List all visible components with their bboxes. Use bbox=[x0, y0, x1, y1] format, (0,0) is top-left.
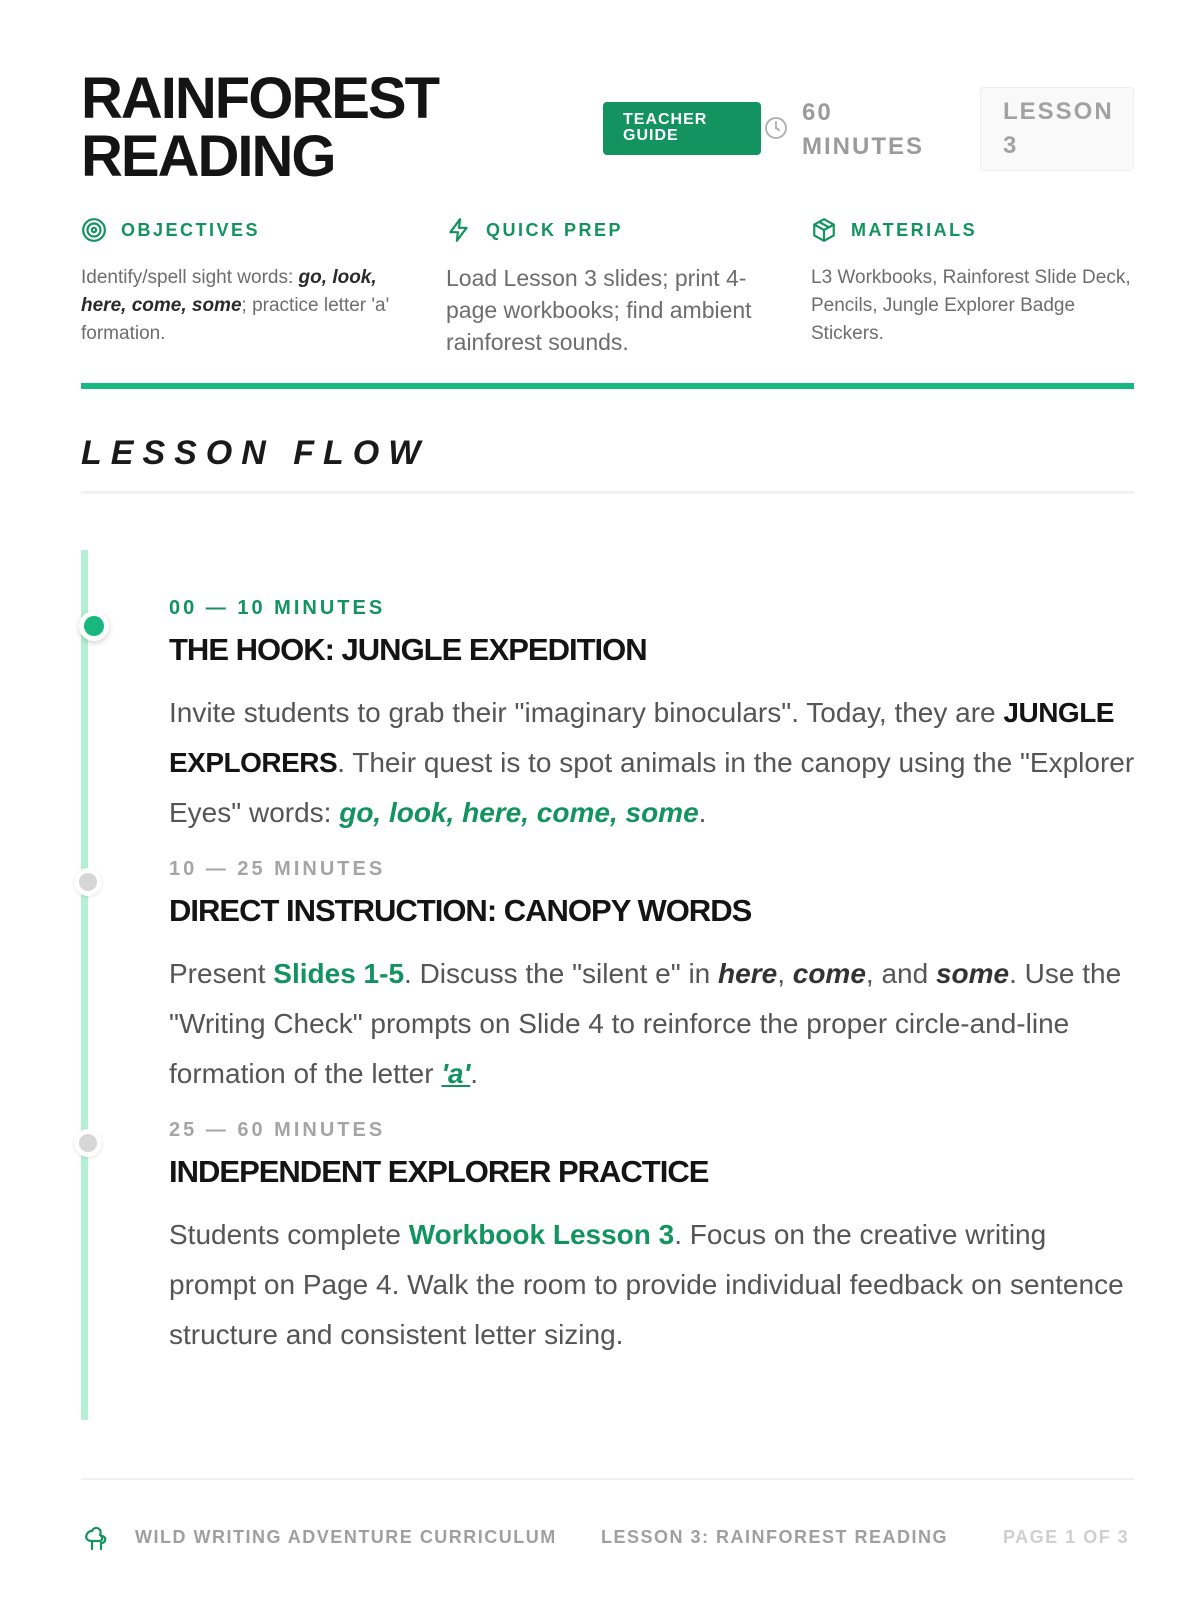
step-body bbox=[169, 949, 1135, 1099]
step-text: . bbox=[698, 797, 707, 828]
quick-prep-section bbox=[446, 216, 766, 358]
step-word: some bbox=[935, 958, 1010, 989]
step-body bbox=[169, 1210, 1135, 1360]
lesson-number-badge bbox=[980, 87, 1134, 171]
step-text: , and bbox=[865, 958, 936, 989]
timeline-dot bbox=[74, 868, 102, 896]
step-text: . bbox=[470, 1058, 479, 1089]
step-letter: 'a' bbox=[441, 1058, 471, 1089]
step-text: . Focus on the creative writing prompt on Page 4. Walk the room to provide individual feedback on sentence structure and consistent letter sizing. bbox=[169, 1219, 1124, 1350]
footer-lesson: LESSON 3: RAINFOREST READING bbox=[601, 1527, 949, 1547]
step-text: . Their quest is to spot animals in the canopy using the "Explorer Eyes" words: bbox=[169, 747, 1135, 828]
step-slides-link: Slides 1-5 bbox=[273, 958, 405, 989]
timeline-line bbox=[81, 550, 88, 1420]
footer-page-number: PAGE 1 OF 3 bbox=[1003, 1527, 1130, 1547]
step-text: . Discuss the "silent e" in bbox=[404, 958, 719, 989]
box-icon bbox=[811, 217, 837, 243]
duration-unit: MINUTES bbox=[802, 133, 924, 160]
badge-line-2: GUIDE bbox=[623, 127, 679, 144]
objectives-sight-words: go, look, here, come, some bbox=[81, 267, 377, 316]
step-text: Students complete bbox=[169, 1219, 409, 1250]
materials-section bbox=[811, 216, 1131, 348]
timeline-dot bbox=[74, 1129, 102, 1157]
lightning-icon bbox=[446, 217, 472, 243]
materials-text: L3 Workbooks, Rainforest Slide Deck, Pencils, Jungle Explorer Badge Stickers. bbox=[811, 267, 1131, 344]
section-divider bbox=[81, 383, 1134, 389]
step-word: come bbox=[792, 958, 866, 989]
lesson-number: 3 bbox=[1003, 132, 1019, 159]
quick-prep-label: QUICK PREP bbox=[486, 219, 624, 240]
materials-label: MATERIALS bbox=[851, 219, 978, 240]
step-text: , bbox=[777, 958, 793, 989]
step-time: 00 — 10 MINUTES bbox=[169, 597, 386, 619]
step-text: . Use the "Writing Check" prompts on Slide 4 to reinforce the proper circle-and-line formation of the letter bbox=[169, 958, 1122, 1089]
tree-icon bbox=[81, 1521, 113, 1553]
clock-icon bbox=[764, 116, 788, 140]
lesson-step-1 bbox=[169, 597, 1135, 838]
footer-divider bbox=[81, 1478, 1134, 1480]
title-line-1: RAINFOREST bbox=[81, 66, 438, 131]
step-heading: INDEPENDENT EXPLORER PRACTICE bbox=[169, 1154, 709, 1189]
teacher-guide-badge bbox=[603, 102, 761, 155]
step-text: Invite students to grab their "imaginary binoculars". Today, they are bbox=[169, 697, 1004, 728]
lesson-flow-divider bbox=[81, 491, 1134, 494]
quick-prep-text: Load Lesson 3 slides; print 4-page workbooks; find ambient rainforest sounds. bbox=[446, 265, 752, 355]
objectives-text-end: ; practice letter 'a' formation. bbox=[81, 295, 390, 344]
step-heading: DIRECT INSTRUCTION: CANOPY WORDS bbox=[169, 893, 752, 928]
duration-label bbox=[802, 96, 924, 164]
step-time: 25 — 60 MINUTES bbox=[169, 1119, 386, 1141]
objectives-text-start: Identify/spell sight words: bbox=[81, 267, 299, 288]
target-icon bbox=[81, 217, 107, 243]
badge-line-1: TEACHER bbox=[623, 111, 708, 128]
objectives-label: OBJECTIVES bbox=[121, 219, 261, 240]
step-text: Present bbox=[169, 958, 274, 989]
page-title bbox=[81, 66, 438, 189]
timeline-dot-active bbox=[79, 611, 109, 641]
step-sight-words: go, look, here, come, some bbox=[339, 797, 699, 828]
step-workbook-link: Workbook Lesson 3 bbox=[408, 1219, 675, 1250]
lesson-step-3 bbox=[169, 1119, 1135, 1360]
duration-value: 60 bbox=[802, 99, 833, 126]
lesson-step-2 bbox=[169, 858, 1135, 1099]
footer-curriculum: WILD WRITING ADVENTURE CURRICULUM bbox=[135, 1527, 557, 1547]
lesson-flow-title: LESSON FLOW bbox=[81, 434, 430, 472]
objectives-section bbox=[81, 216, 401, 348]
step-time: 10 — 25 MINUTES bbox=[169, 858, 386, 880]
step-word: here bbox=[718, 958, 778, 989]
step-body bbox=[169, 688, 1135, 838]
step-emphasis: JUNGLE EXPLORERS bbox=[169, 697, 1114, 778]
objectives-text bbox=[81, 264, 401, 348]
lesson-label: LESSON bbox=[1003, 98, 1114, 125]
step-heading: THE HOOK: JUNGLE EXPEDITION bbox=[169, 632, 647, 667]
title-line-2: READING bbox=[81, 124, 335, 189]
